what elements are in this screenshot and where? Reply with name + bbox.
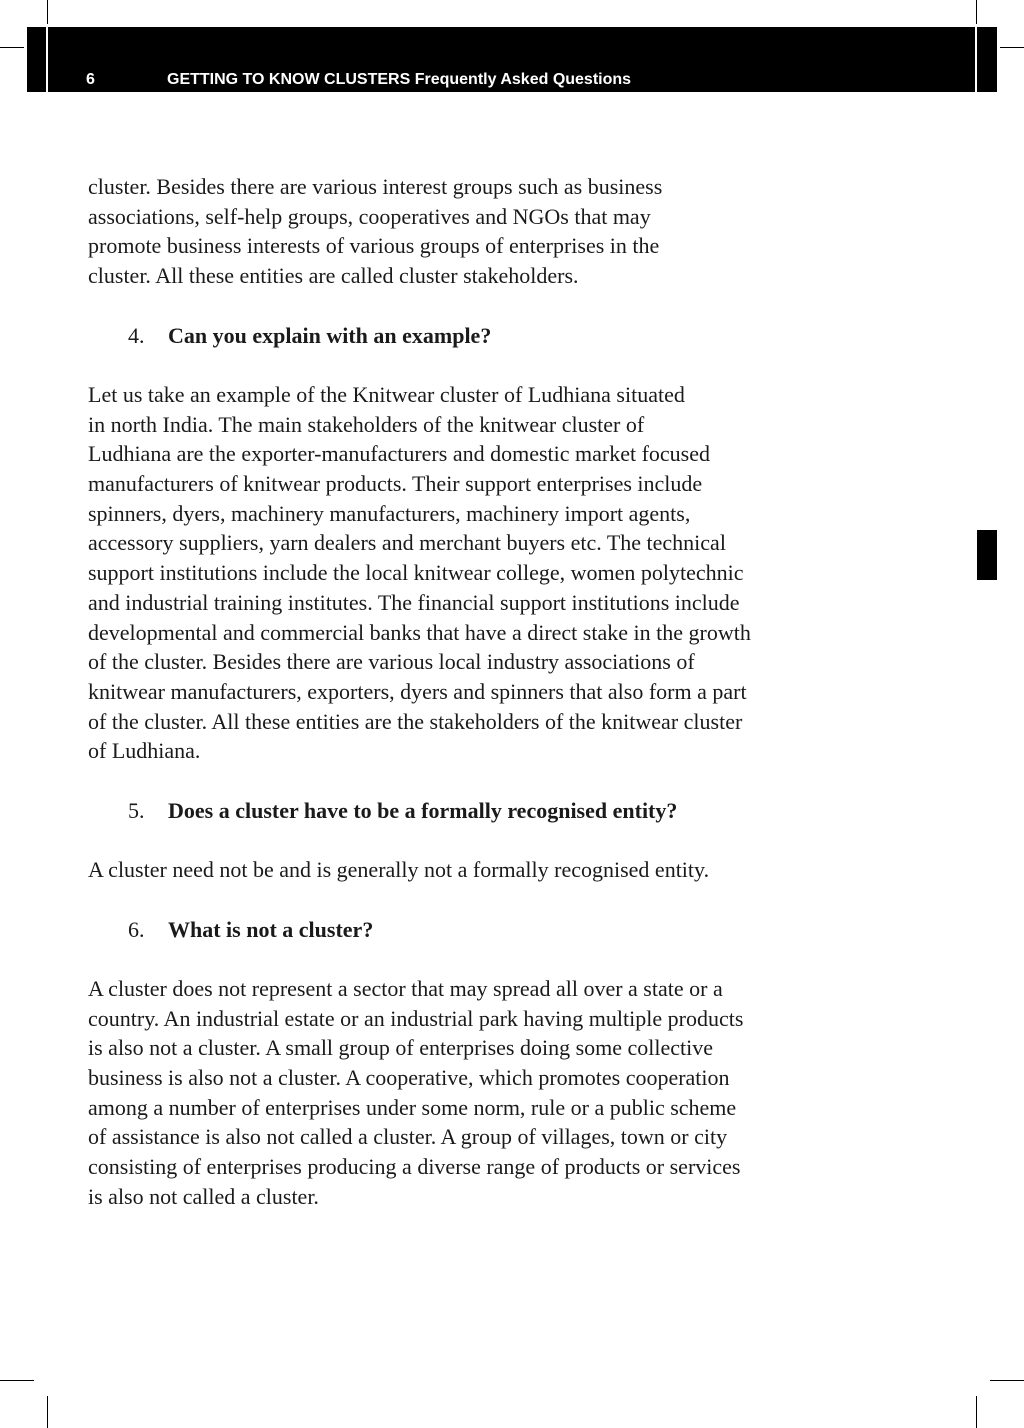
header-band-divider	[975, 27, 977, 92]
crop-mark-top-left-vertical	[47, 0, 48, 24]
crop-mark-top-left-horizontal	[0, 47, 24, 48]
section-thumb-tab	[977, 530, 997, 580]
question-heading	[88, 796, 818, 826]
text-line: of assistance is also not called a cluster. A group of villages, town or city	[88, 1124, 728, 1150]
crop-mark-top-right-horizontal	[1000, 47, 1024, 48]
text-line: associations, self-help groups, cooperatives and NGOs that may	[88, 203, 651, 229]
question-heading	[88, 915, 818, 945]
text-line: among a number of enterprises under some norm, rule or a public scheme	[88, 1094, 737, 1120]
paragraph	[88, 172, 818, 291]
text-line: Ludhiana are the exporter-manufacturers and domestic market focused	[88, 441, 711, 467]
text-line: in north India. The main stakeholders of the knitwear cluster of	[88, 411, 645, 437]
question-text: Does a cluster have to be a formally recognised entity?	[168, 797, 678, 823]
crop-mark-top-right-vertical	[976, 0, 977, 24]
text-line: spinners, dyers, machinery manufacturers, machinery import agents,	[88, 500, 691, 526]
text-line: and industrial training institutes. The financial support institutions include	[88, 589, 740, 615]
question-number: 5.	[128, 797, 145, 823]
page-number: 6	[86, 71, 95, 88]
body-text	[88, 172, 818, 1212]
text-line: promote business interests of various groups of enterprises in the	[88, 233, 660, 259]
crop-mark-bottom-left-horizontal	[0, 1380, 34, 1381]
text-line: manufacturers of knitwear products. Their support enterprises include	[88, 471, 703, 496]
question-number: 4.	[128, 322, 145, 348]
text-line: support institutions include the local knitwear college, women polytechnic	[88, 560, 744, 586]
paragraph	[88, 974, 818, 1212]
text-line: of Ludhiana.	[88, 738, 201, 764]
crop-mark-bottom-right-vertical	[976, 1396, 977, 1428]
text-line: business is also not a cluster. A cooperative, which promotes cooperation	[88, 1065, 730, 1090]
crop-mark-bottom-right-horizontal	[990, 1380, 1024, 1381]
text-line: A cluster does not represent a sector that may spread all over a state or a	[88, 975, 723, 1001]
paragraph	[88, 855, 818, 885]
text-line: Let us take an example of the Knitwear cluster of Ludhiana situated	[88, 381, 685, 407]
text-line: A cluster need not be and is generally not a formally recognised entity.	[88, 857, 710, 883]
header-band-divider	[46, 27, 48, 92]
text-line: cluster. All these entities are called cluster stakeholders.	[88, 263, 579, 289]
text-line: of the cluster. All these entities are the stakeholders of the knitwear cluster	[88, 708, 743, 734]
question-text: What is not a cluster?	[168, 916, 374, 942]
running-title: GETTING TO KNOW CLUSTERS Frequently Asked Questions	[167, 71, 632, 88]
question-text: Can you explain with an example?	[168, 322, 492, 348]
text-line: developmental and commercial banks that have a direct stake in the growth	[88, 619, 751, 645]
paragraph	[88, 380, 818, 766]
text-line: consisting of enterprises producing a diverse range of products or services	[88, 1154, 741, 1180]
text-line: is also not a cluster. A small group of enterprises doing some collective	[88, 1035, 714, 1061]
question-heading	[88, 321, 818, 351]
text-line: accessory suppliers, yarn dealers and merchant buyers etc. The technical	[88, 530, 726, 556]
question-number: 6.	[128, 916, 145, 942]
text-line: cluster. Besides there are various interest groups such as business	[88, 174, 663, 199]
text-line: is also not called a cluster.	[88, 1183, 319, 1209]
text-line: of the cluster. Besides there are various local industry associations of	[88, 649, 695, 675]
text-line: country. An industrial estate or an industrial park having multiple products	[88, 1005, 744, 1031]
text-line: knitwear manufacturers, exporters, dyers and spinners that also form a part	[88, 678, 747, 704]
crop-mark-bottom-left-vertical	[47, 1396, 48, 1428]
